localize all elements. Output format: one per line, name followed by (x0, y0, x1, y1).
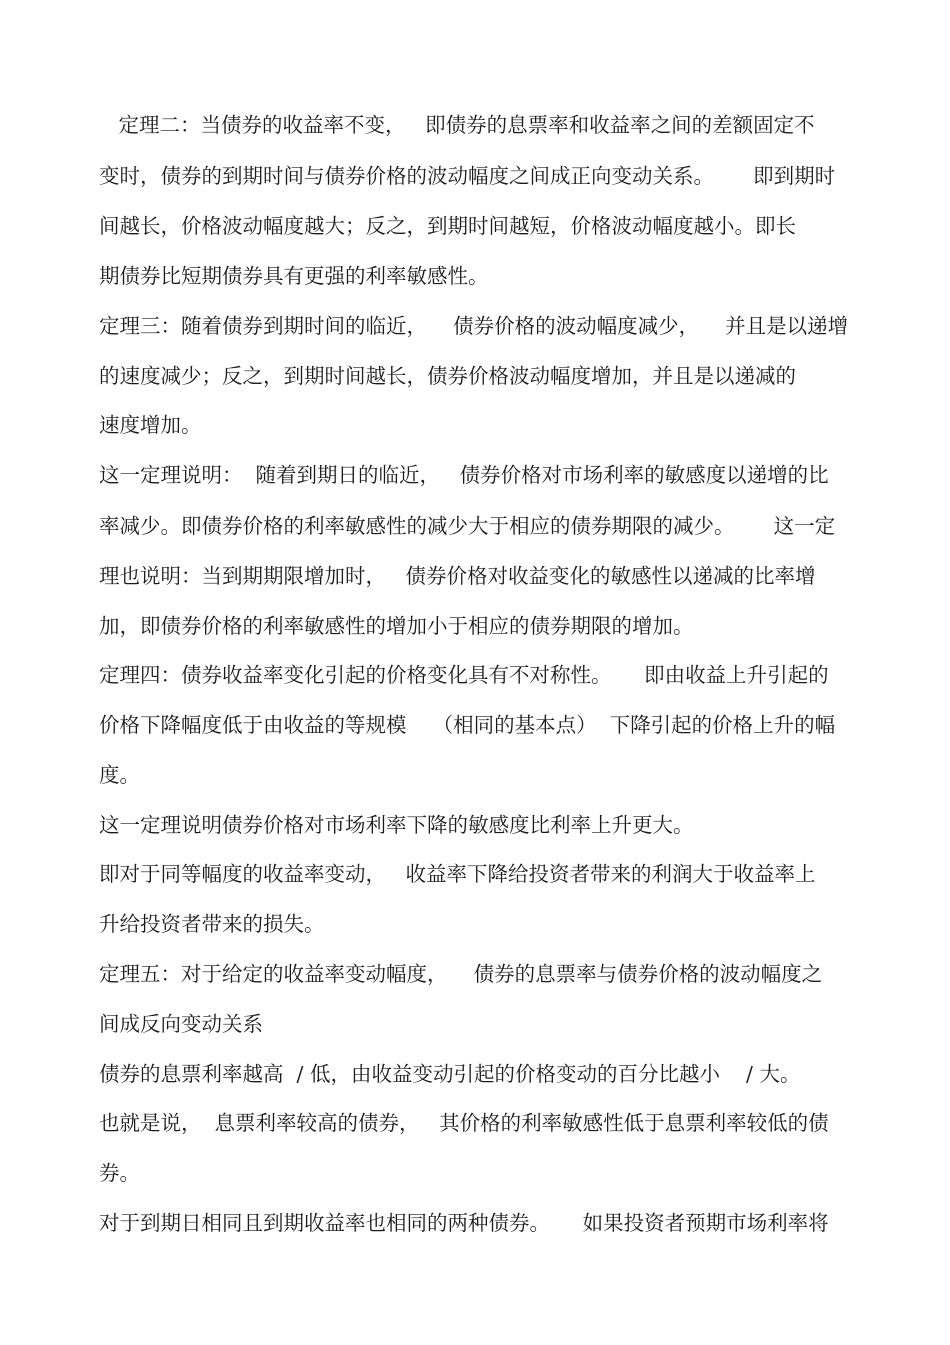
text-line-20: 债券的息票利率越高 / 低，由收益变动引起的价格变动的百分比越小 / 大。 (99, 1062, 801, 1086)
text-line-21: 也就是说， 息票利率较高的债券， 其价格的利率敏感性低于息票利率较低的债 (99, 1111, 829, 1135)
text-line-15: 这一定理说明债券价格对市场利率下降的敏感度比利率上升更大。 (99, 813, 694, 837)
text-line-18: 定理五：对于给定的收益率变动幅度， 债券的息票率与债券价格的波动幅度之 (99, 962, 823, 986)
text-line-23: 对于到期日相同且到期收益率也相同的两种债券。 如果投资者预期市场利率将 (99, 1211, 829, 1235)
text-line-5: 定理三：随着债券到期时间的临近， 债券价格的波动幅度减少， 并且是以递增 (99, 314, 849, 338)
text-line-12: 定理四：债券收益率变化引起的价格变化具有不对称性。 即由收益上升引起的 (99, 663, 829, 687)
text-line-10: 理也说明：当到期期限增加时， 债券价格对收益变化的敏感性以递减的比率增 (99, 564, 816, 588)
text-line-16: 即对于同等幅度的收益率变动， 收益率下降给投资者带来的利润大于收益率上 (99, 862, 816, 886)
text-line-9: 率减少。即债券价格的利率敏感性的减少大于相应的债券期限的减少。 这一定 (99, 514, 836, 538)
text-line-11: 加，即债券价格的利率敏感性的增加小于相应的债券期限的增加。 (99, 614, 694, 638)
text-line-4: 期债券比短期债券具有更强的利率敏感性。 (99, 264, 489, 288)
text-line-3: 间越长，价格波动幅度越大；反之，到期时间越短，价格波动幅度越小。即长 (99, 214, 796, 238)
text-line-7: 速度增加。 (99, 413, 202, 437)
text-line-13: 价格下降幅度低于由收益的等规模 （相同的基本点） 下降引起的价格上升的幅 (99, 713, 836, 737)
text-line-19: 间成反向变动关系 (99, 1012, 263, 1036)
text-line-2: 变时，债券的到期时间与债券价格的波动幅度之间成正向变动关系。 即到期时 (99, 164, 836, 188)
text-line-14: 度。 (99, 763, 140, 787)
text-line-1: 定理二：当债券的收益率不变， 即债券的息票率和收益率之间的差额固定不 (99, 113, 815, 137)
text-line-6: 的速度减少；反之，到期时间越长，债券价格波动幅度增加，并且是以递减的 (99, 364, 796, 388)
text-line-22: 券。 (99, 1161, 140, 1185)
text-line-17: 升给投资者带来的损失。 (99, 912, 325, 936)
text-line-8: 这一定理说明： 随着到期日的临近， 债券价格对市场利率的敏感度以递增的比 (99, 463, 829, 487)
